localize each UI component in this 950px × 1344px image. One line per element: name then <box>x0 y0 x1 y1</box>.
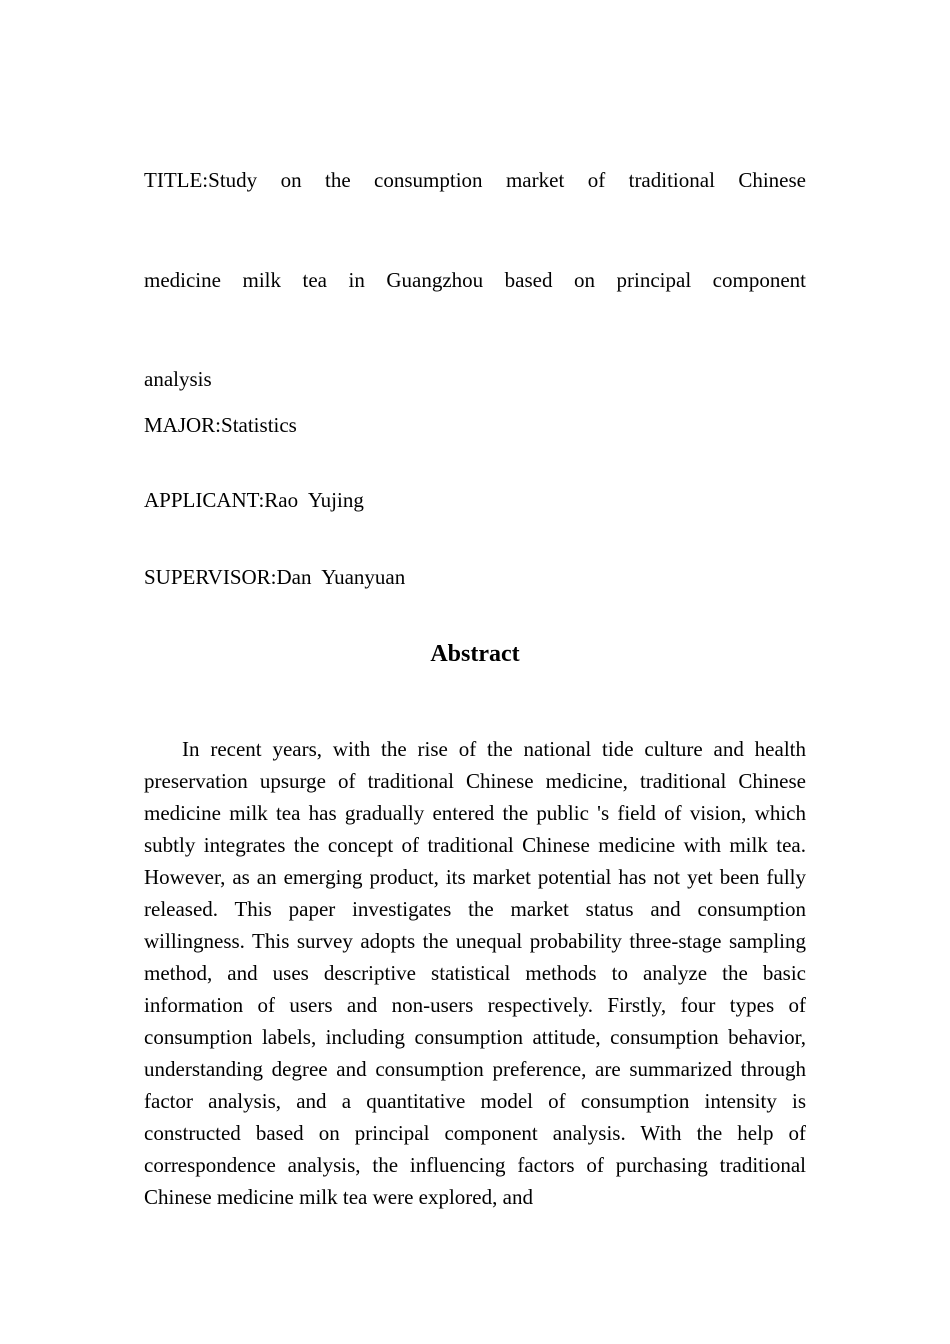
supervisor-field: SUPERVISOR:Dan Yuanyuan <box>144 565 406 589</box>
title-line: TITLE:Study on the consumption market of traditional Chinese <box>144 168 806 192</box>
title-line: medicine milk tea in Guangzhou based on principal component <box>144 267 806 292</box>
thesis-title <box>144 131 806 430</box>
abstract-heading: Abstract <box>430 641 520 667</box>
title-line: analysis <box>144 367 212 391</box>
major-field: MAJOR:Statistics <box>144 413 297 437</box>
abstract-body: In recent years, with the rise of the national tide culture and health preservation upsurge of traditional Chinese medicine, traditional Chinese medicine milk tea has gradually entered the public 's field of vision, which subtly integrates the concept of traditional Chinese medicine with milk tea. However, as an emerging product, its market potential has not yet been fully released. This paper investigates the market status and consumption willingness. This survey adopts the unequal probability three-stage sampling method, and uses descriptive statistical methods to analyze the basic information of users and non-users respectively. Firstly, four types of consumption labels, including consumption attitude, consumption behavior, understanding degree and consumption preference, are summarized through factor analysis, and a quantitative model of consumption intensity is constructed based on principal component analysis. With the help of correspondence analysis, the influencing factors of purchasing traditional Chinese medicine milk tea were explored, and <box>144 737 806 1209</box>
applicant-field: APPLICANT:Rao Yujing <box>144 488 364 512</box>
